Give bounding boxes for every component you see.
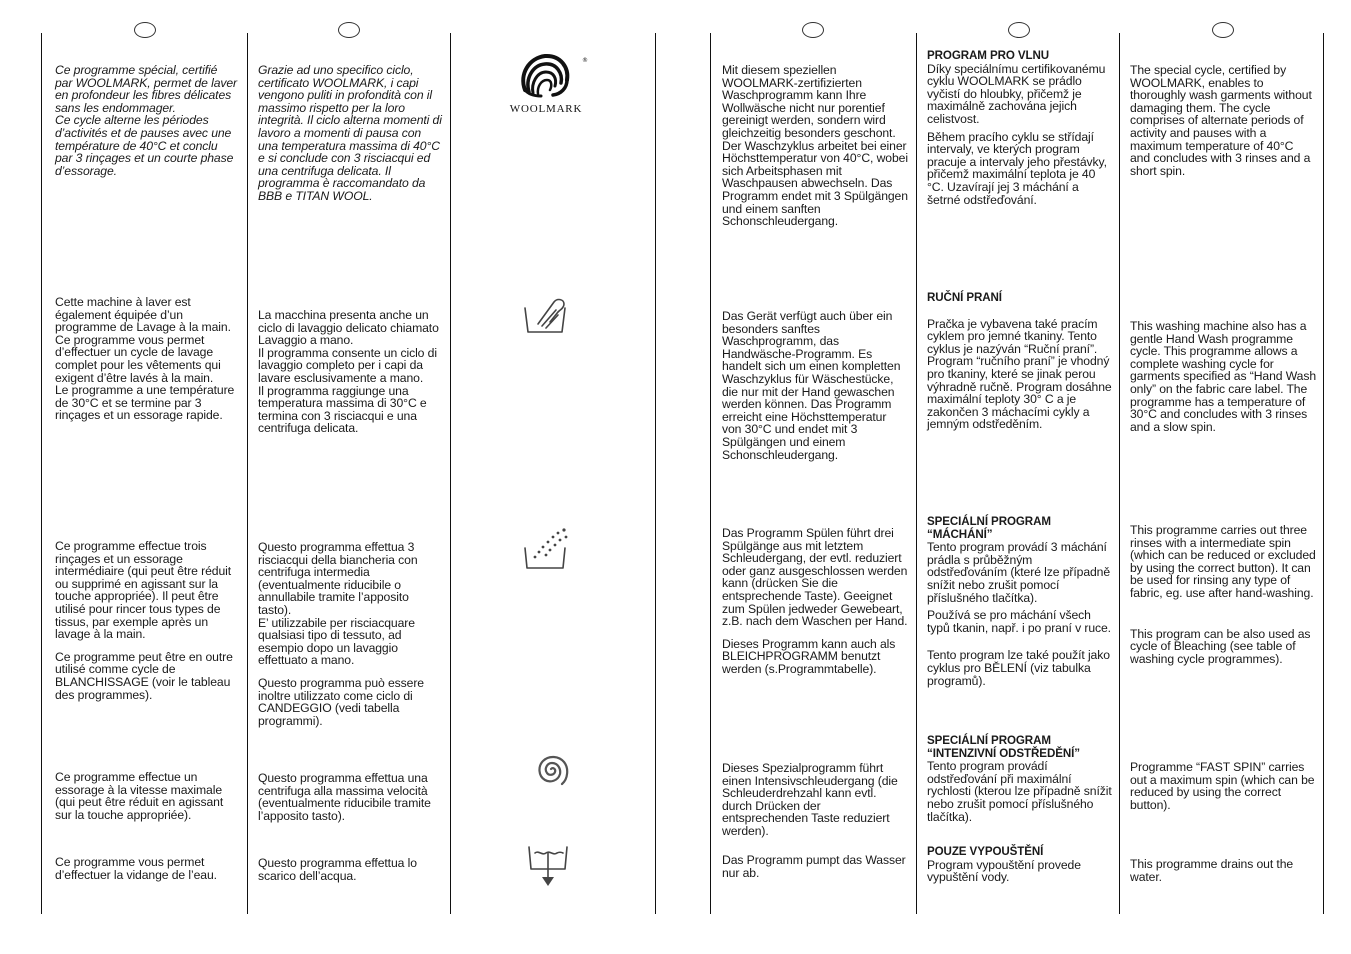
column-divider: [247, 33, 248, 914]
en-handwash-text: This washing machine also has a gentle Hand Wash programme cycle. This programme allows a complete washing cycle for garments specified as “Hand Wash only” on the fabric care label. The programme has a temperature of 30°C and concludes with 3 rinses and a slow spin.: [1130, 319, 1317, 434]
de-woolmark-text: Mit diesem speziellen WOOLMARK-zertifizierten Waschprogramm kann Ihre Wollwäsche nicht nur porentief gereinigt werden, sondern wird gleichzeitig besonders geschont. Der Waschzyklus arbeitet bei einer Höchsttemperatur von 40°C, wobei sich Arbeitsphasen mit Waschpausen abwechseln. Das Programm endet mit 3 Spülgängen und einem sanften Schonschleudergang.: [722, 63, 908, 229]
cz-handwash-section: RUČNÍ PRANÍ Pračka je vybavena také pracím cyklem pro jemné tkaniny. Tento cyklus je nazýván “Ruční praní”. Program “ručního praní” je vhodný pro tkaniny, které se jinak perou výhradně ručně. Program dosáhne maximální teploty 30° C a je zakončen 3 máchacími cykly a jemným odstředěním.: [927, 291, 1112, 432]
handwash-tub-icon: [520, 290, 570, 336]
de-rinse-text: Das Programm Spülen führt drei Spülgänge aus mit letztem Schleudergang, der evtl. reduziert oder ganz ausgeschlossen werden kann (drücken Sie die entsprechende Taste). Geeignet zum Spülen jedweder Gewebeart, z.B. nach dem Waschen per Hand. Dieses Programm kann auch als BLEICHPROGRAMM benutzt werden (s.Programmtabelle).: [722, 526, 908, 676]
drain-pump-icon: [526, 843, 570, 889]
column-divider: [1119, 33, 1120, 914]
column-divider: [916, 33, 917, 914]
cz-drain-title: POUZE VYPOUŠTĚNÍ: [927, 845, 1044, 858]
fr-handwash-text: Cette machine à laver est également équipée d’un programme de Lavage à la main. Ce programme vous permet d’effectuer un cycle de lavage complet pour les vêtements qui exigent d’être lavés à la main. Le programme a une température de 30°C et se termine par 3 rinçages et un essorage rapide.: [55, 295, 235, 423]
column-divider: [450, 33, 451, 914]
it-handwash-text: La macchina presenta anche un ciclo di lavaggio delicato chiamato Lavaggio a mano. Il programma consente un ciclo di lavaggio completo per i capi da lavare esclusivamente a mano. Il programma raggiunge una temperatura massima di 30°C e termina con 3 risciacqui e una centrifuga delicata.: [258, 308, 439, 436]
de-handwash-text: Das Gerät verfügt auch über ein besonders sanftes Waschprogramm, das Handwäsche-Programm. Es handelt sich um einen kompletten Waschzyklus für Wäschestücke, die nur mit der Hand gewaschen werden können. Das Programm erreicht eine Höchsttemperatur von 30°C und endet mit 3 Spülgängen und einem Schonschleudergang.: [722, 309, 901, 462]
it-spin-text: Questo programma effettua una centrifuga alla massima velocità (eventualmente riducibile tramite l’apposito tasto).: [258, 771, 431, 823]
cz-rinse-section: SPECIÁLNÍ PROGRAM “MÁCHÁNÍ” Tento program provádí 3 máchání prádla s průběžným odstřeďováním (které lze případně snížit nebo zrušit pomocí příslušného tlačítka). Používá se pro máchání všech typů tkanin, např. i po praní v ruce. Tento program lze také použít jako cyklus pro BĚLENÍ (viz tabulka programů).: [927, 516, 1113, 687]
fr-drain-text: Ce programme vous permet d’effectuer la vidange de l’eau.: [55, 855, 217, 882]
en-rinse-text: This programme carries out three rinses with a intermediate spin (which can be reduced or excluded by using the correct button). It can be used for rinsing any type of fabric, eg. use after hand-washing. This program can be also used as cycle of Bleaching (see table of washing cycle programmes).: [1130, 523, 1316, 666]
woolmark-label: WOOLMARK: [509, 103, 583, 115]
column-divider: [1323, 33, 1324, 914]
it-drain-text: Questo programma effettua lo scarico dell’acqua.: [258, 856, 417, 883]
rinse-shower-icon: [520, 524, 572, 572]
column-marker-circle: [338, 22, 360, 38]
woolmark-logo-icon: [505, 50, 587, 118]
fr-spin-text: Ce programme effectue un essorage à la vitesse maximale (qui peut être réduit en agissant sur la touche appropriée).: [55, 770, 224, 822]
cz-woolmark-section: PROGRAM PRO VLNU Díky speciálnímu certifikovanému cyklu WOOLMARK se prádlo vyčistí do hloubky, přičemž je maximálně zachována jejich celistvost. Během pracího cyklu se střídají intervaly, ve kterých program pracuje a intervaly jeho přestávky, přičemž maximální teplota je 40 °C. Uzavírají jej 3 máchání a šetrné odstřeďování.: [927, 50, 1113, 206]
cz-drain-section: POUZE VYPOUŠTĚNÍ Program vypouštění provede vypuštění vody.: [927, 846, 1113, 884]
en-drain-text: This programme drains out the water.: [1130, 857, 1294, 884]
cz-spin-title: SPECIÁLNÍ PROGRAM “INTENZIVNÍ ODSTŘEDĚNÍ”: [927, 734, 1080, 760]
column-divider: [41, 33, 42, 914]
cz-spin-section: SPECIÁLNÍ PROGRAM “INTENZIVNÍ ODSTŘEDĚNÍ” Tento program provádí odstřeďování při maximální rychlosti (kterou lze případně snížit nebo zrušit pomocí příslušného tlačítka).: [927, 734, 1112, 824]
it-rinse-text: Questo programma effettua 3 risciacqui della biancheria con centrifuga intermedia (eventualmente riducibile o annullabile tramite l’apposito tasto). E’ utilizzabile per risciacquare qualsiasi tipo di tessuto, ad esempio dopo un lavaggio effettuato a mano. Questo programma può essere inoltre utilizzato come ciclo di CANDEGGIO (vedi tabella programmi).: [258, 540, 424, 728]
fr-rinse-text: Ce programme effectue trois rinçages et un essorage intermédiaire (qui peut être réduit ou supprimé en agissant sur la touche appropriée). Il peut être utilisé pour rincer tous types de tissus, par exemple après un lavage à la main. Ce programme peut être en outre utilisé comme cycle de BLANCHISSAGE (voir le tableau des programmes).: [55, 539, 233, 702]
column-divider: [655, 33, 656, 914]
column-divider: [710, 33, 711, 914]
cz-handwash-title: RUČNÍ PRANÍ: [927, 291, 1002, 304]
cz-rinse-title: SPECIÁLNÍ PROGRAM “MÁCHÁNÍ”: [927, 515, 1051, 541]
en-woolmark-text: The special cycle, certified by WOOLMARK, enables to thoroughly wash garments without damaging them. The cycle comprises of alternate periods of activity and pauses with a maximum temperature of 40°C and concludes with 3 rinses and a short spin.: [1130, 63, 1312, 178]
column-marker-circle: [1008, 22, 1030, 38]
registered-mark: ®: [582, 57, 588, 64]
cz-woolmark-title: PROGRAM PRO VLNU: [927, 49, 1050, 62]
en-spin-text: Programme “FAST SPIN” carries out a maximum spin (which can be reduced by using the correct button).: [1130, 760, 1315, 812]
de-drain-text: Das Programm pumpt das Wasser nur ab.: [722, 853, 906, 880]
it-woolmark-text: Grazie ad uno specifico ciclo, certificato WOOLMARK, i capi vengono puliti in profondità con il massimo rispetto per la loro integrità. Il ciclo alterna momenti di lavoro a momenti di pausa con una temperatura massima di 40°C e si conclude con 3 risciacqui ed una centrifuga delicata. Il programma è raccomandato da BBB e TITAN WOOL.: [258, 63, 442, 203]
de-spin-text: Dieses Spezialprogramm führt einen Intensivschleudergang (die Schleuderdrehzahl kann evtl. durch Drücken der entsprechenden Taste reduziert werden).: [722, 761, 898, 838]
column-marker-circle: [134, 22, 156, 38]
column-marker-circle: [1212, 22, 1234, 38]
spin-spiral-icon: [528, 746, 574, 792]
fr-woolmark-text: Ce programme spécial, certifié par WOOLMARK, permet de laver en profondeur les fibres délicates sans les endommager. Ce cycle alterne les périodes d’activités et de pauses avec une température de 40°C et conclu par 3 rinçages et un courte phase d’essorage.: [55, 63, 238, 178]
column-marker-circle: [802, 22, 824, 38]
